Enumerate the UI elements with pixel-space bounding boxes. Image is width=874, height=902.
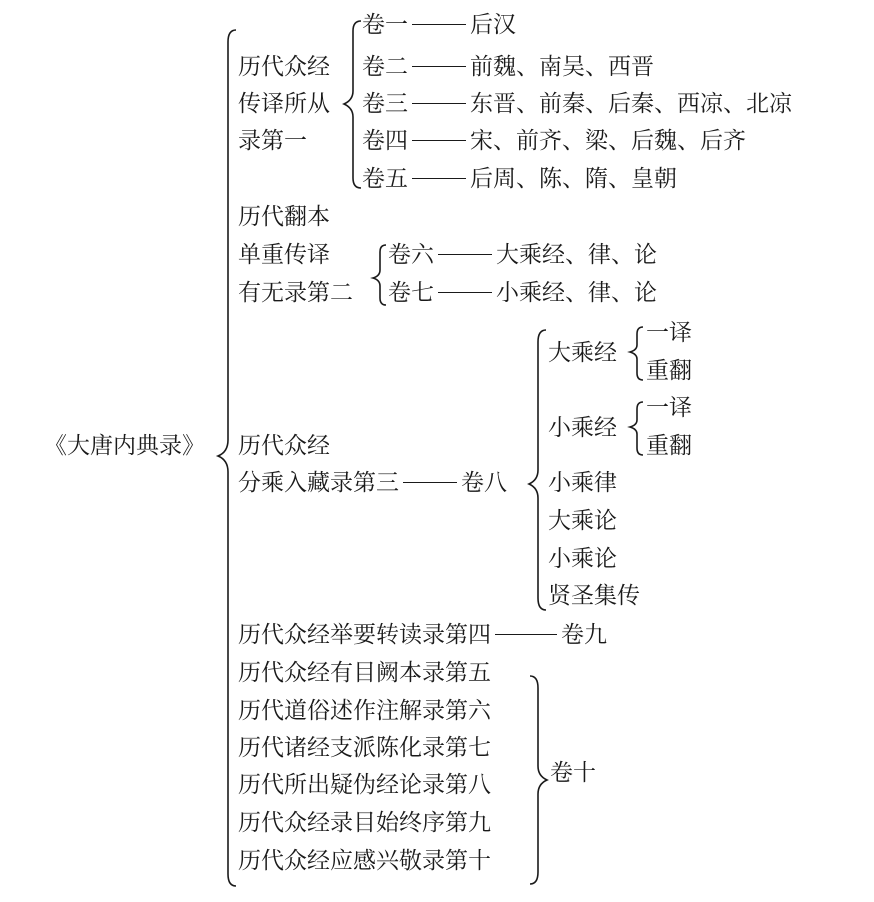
sec2-line3: 有无录第二: [238, 280, 353, 306]
dash: [412, 66, 466, 67]
sec4-row: [238, 620, 607, 650]
sec1-line2: 传译所从: [238, 91, 330, 117]
juan-label: 卷六: [388, 242, 434, 268]
sec1-brace: [344, 21, 361, 188]
juan-5-row: [362, 164, 677, 194]
sec3-brace: [529, 330, 546, 610]
juan-2-row: [362, 52, 654, 82]
hinayana-sutra-label: 小乘经: [548, 415, 617, 441]
hinayana-abhidharma: 小乘论: [548, 546, 617, 572]
sec5to10-brace: [530, 676, 547, 884]
dash: [438, 254, 492, 255]
juan-label: 卷七: [388, 280, 434, 306]
hinayana-sub-1: 一译: [646, 395, 692, 421]
juan-6-row: [388, 240, 657, 270]
root-brace: [218, 30, 236, 886]
juan-label: 卷一: [362, 12, 408, 38]
hinayana-sub-2: 重翻: [646, 433, 692, 459]
juan-label: 卷二: [362, 54, 408, 80]
juan-content: 后周、陈、隋、皇朝: [470, 166, 677, 192]
juan-content: 大乘经、律、论: [496, 242, 657, 268]
sec4-text: 历代众经举要转读录第四: [238, 622, 491, 648]
root-title: 《大唐内典录》: [44, 433, 205, 459]
dash: [403, 482, 457, 483]
mahayana-sub-2: 重翻: [646, 358, 692, 384]
mahayana-abhidharma: 大乘论: [548, 508, 617, 534]
mahayana-sub-1: 一译: [646, 320, 692, 346]
dash: [412, 178, 466, 179]
sec6-item: 历代道俗述作注解录第六: [238, 698, 491, 724]
juan-8-label: 卷八: [461, 470, 507, 496]
hinayana-brace: [630, 402, 643, 455]
sec8-item: 历代所出疑伪经论录第八: [238, 772, 491, 798]
sec5-item: 历代众经有目阙本录第五: [238, 660, 491, 686]
sec2-brace: [373, 245, 386, 305]
juan-content: 宋、前齐、梁、后魏、后齐: [470, 128, 746, 154]
sec10-item: 历代众经应感兴敬录第十: [238, 848, 491, 874]
juan-label: 卷四: [362, 128, 408, 154]
sage-collections: 贤圣集传: [548, 583, 640, 609]
sec1-line1: 历代众经: [238, 54, 330, 80]
dash: [495, 634, 557, 635]
dash: [438, 292, 492, 293]
sec3-line1: 历代众经: [238, 433, 330, 459]
dash: [412, 103, 466, 104]
hinayana-vinaya: 小乘律: [548, 470, 617, 496]
juan-7-row: [388, 278, 657, 308]
juan-3-row: [362, 89, 792, 119]
sec3-line2: 分乘入藏录第三: [238, 470, 399, 496]
sec3-line2-row: [238, 468, 507, 498]
dash: [412, 140, 466, 141]
juan-9-label: 卷九: [561, 622, 607, 648]
juan-content: 小乘经、律、论: [496, 280, 657, 306]
sec2-line1: 历代翻本: [238, 204, 330, 230]
sec7-item: 历代诸经支派陈化录第七: [238, 735, 491, 761]
juan-content: 东晋、前秦、后秦、西凉、北凉: [470, 91, 792, 117]
juan-label: 卷五: [362, 166, 408, 192]
juan-1-row: [362, 10, 516, 40]
juan-content: 后汉: [470, 12, 516, 38]
sec9-item: 历代众经录目始终序第九: [238, 810, 491, 836]
mahayana-sutra-label: 大乘经: [548, 340, 617, 366]
sec2-line2: 单重传译: [238, 242, 330, 268]
mahayana-brace: [630, 327, 643, 380]
juan-content: 前魏、南吴、西晋: [470, 54, 654, 80]
sec1-line3: 录第一: [238, 128, 307, 154]
juan-label: 卷三: [362, 91, 408, 117]
juan-4-row: [362, 126, 746, 156]
juan-10-label: 卷十: [550, 760, 596, 786]
dash: [412, 24, 466, 25]
